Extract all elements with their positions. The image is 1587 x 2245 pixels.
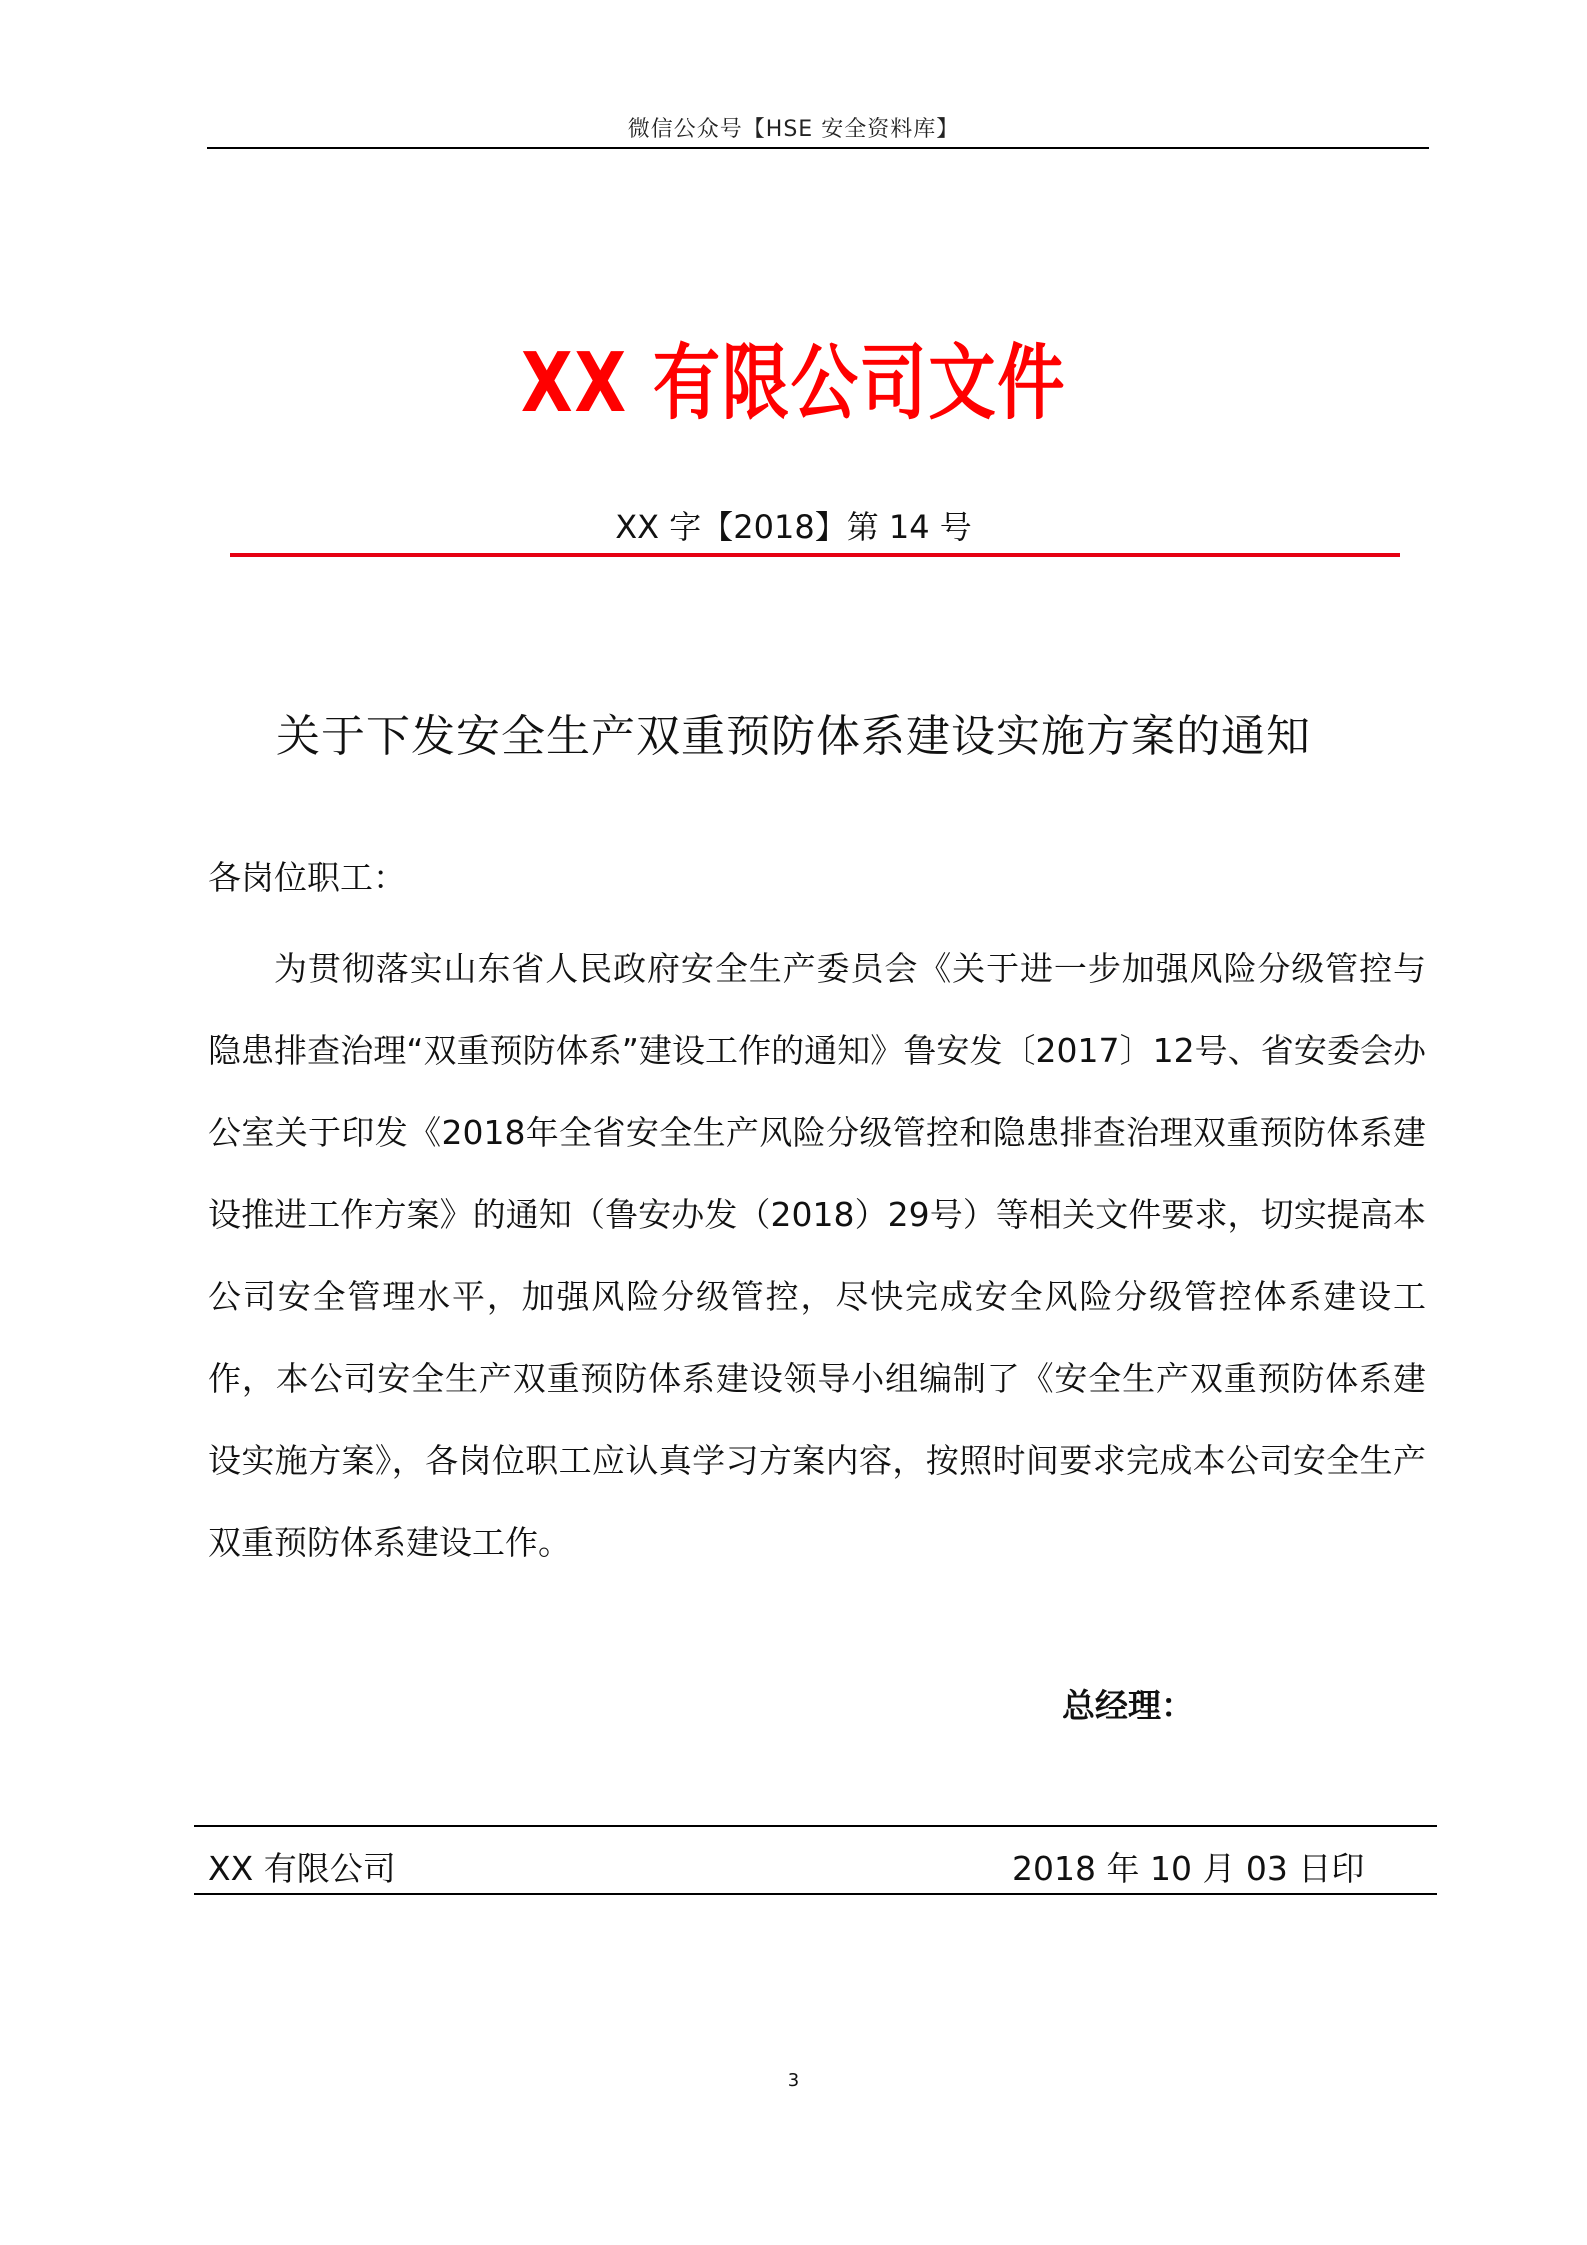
footer-divider-bottom	[194, 1893, 1437, 1895]
red-divider	[230, 553, 1400, 557]
document-title: XX 有限公司文件	[520, 336, 1067, 431]
signature-label: 总经理：	[1062, 1686, 1194, 1725]
page-header: 微信公众号【HSE 安全资料库】	[627, 117, 960, 142]
footer-company: XX 有限公司	[208, 1849, 396, 1888]
salutation: 各岗位职工：	[208, 858, 406, 897]
document-number: XX 字【2018】第 14 号	[615, 508, 972, 546]
footer-date: 2018 年 10 月 03 日印	[1012, 1849, 1365, 1888]
header-divider	[207, 147, 1429, 149]
footer-divider-top	[194, 1825, 1437, 1827]
page-number: 3	[787, 2070, 800, 2091]
body-paragraph: 为贯彻落实山东省人民政府安全生产委员会《关于进一步加强风险分级管控与隐患排查治理“双重预防体系”建设工作的通知》鲁安发〔2017〕12号、省安委会办公室关于印发《2018年全省安全生产风险分级管控和隐患排查治理双重预防体系建设推进工作方案》的通知（鲁安办发（2018）29号）等相关文件要求，切实提高本公司安全管理水平，加强风险分级管控，尽快完成安全风险分级管控体系建设工作，本公司安全生产双重预防体系建设领导小组编制了《安全生产双重预防体系建设实施方案》，各岗位职工应认真学习方案内容，按照时间要求完成本公司安全生产双重预防体系建设工作。	[208, 949, 1426, 1562]
notice-title: 关于下发安全生产双重预防体系建设实施方案的通知	[276, 711, 1311, 762]
